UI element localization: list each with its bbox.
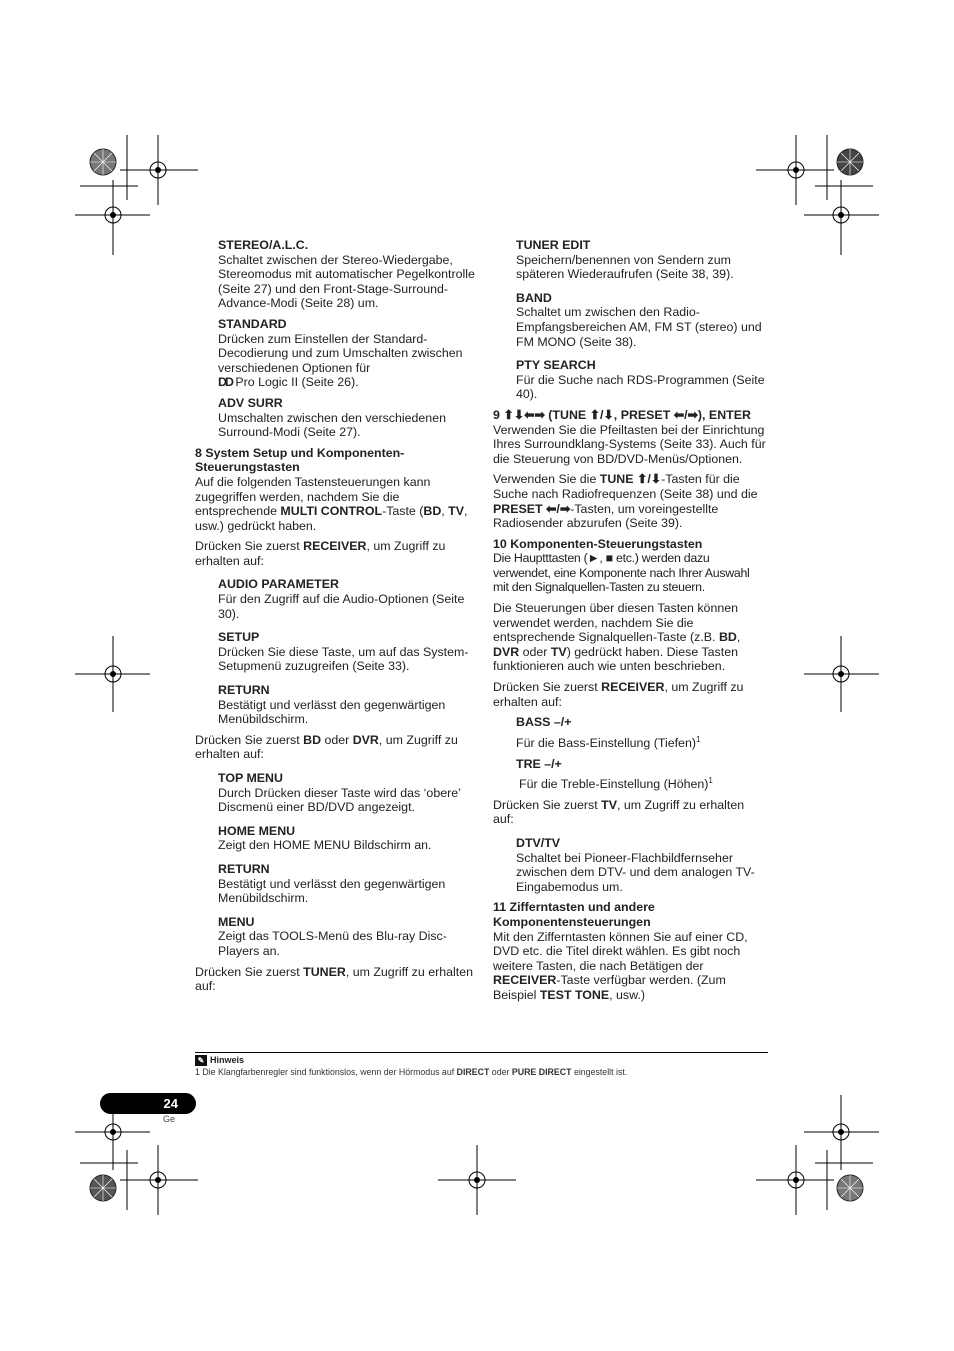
standard-entry <box>195 317 475 390</box>
setup-entry <box>195 630 475 674</box>
dtv-tv-text: Schaltet bei Pioneer-Flachbildfernseher zwischen dem DTV- und dem analogen TV-Eingabemodus um. <box>516 850 755 894</box>
footnote-text: 1 Die Klangfarbenregler sind funktionslos, wenn der Hörmodus auf DIRECT oder PURE DIRECT eingestellt ist. <box>195 1067 628 1077</box>
audio-parameter-title: AUDIO PARAMETER <box>218 577 339 592</box>
tuner-edit-entry <box>493 238 768 282</box>
language-code: Ge <box>163 1114 176 1124</box>
tuner-edit-text: Speichern/benennen von Sendern zum späteren Wiederaufrufen (Seite 38, 39). <box>516 252 734 282</box>
audio-parameter-text: Für den Zugriff auf die Audio-Optionen (Seite 30). <box>218 592 465 621</box>
top-menu-text: Durch Drücken dieser Taste wird das ‘obere’ Discmenü einer BD/DVD angezeigt. <box>218 785 461 815</box>
dolby-logo-icon: DD <box>218 375 232 390</box>
note-divider <box>195 1052 768 1053</box>
top-menu-title: TOP MENU <box>218 771 283 785</box>
section-9-p2: Verwenden Sie die TUNE ⬆/⬇-Tasten für die Suche nach Radiofrequenzen (Seite 38) und die PRESET ⬅/➡-Tasten, um voreingestellte Radiosender abzurufen (Seite 39). <box>493 472 758 531</box>
standard-title: STANDARD <box>218 316 287 331</box>
section-9-title: 9 ⬆⬇⬅➡ (TUNE ⬆/⬇, PRESET ⬅/➡), ENTER <box>493 407 751 422</box>
setup-title: SETUP <box>218 630 260 645</box>
return-title: RETURN <box>218 683 270 698</box>
band-entry <box>493 291 768 349</box>
press-receiver-note: Drücken Sie zuerst RECEIVER, um Zugriff zu erhalten auf: <box>195 539 446 568</box>
page-number: 24 <box>100 1093 196 1114</box>
press-receiver-note-2: Drücken Sie zuerst RECEIVER, um Zugriff zu erhalten auf: <box>493 680 744 709</box>
tre-text: Für die Treble-Einstellung (Höhen) <box>519 777 709 792</box>
top-menu-entry <box>195 771 475 815</box>
section-9-p1: Verwenden Sie die Pfeiltasten bei der Einrichtung Ihres Surroundklang-Systems (Seite 33). Auch für die Steuerung von BD/DVD-Menüs/Optionen. <box>493 422 766 466</box>
footnote-ref: 1 <box>695 734 701 744</box>
section-10-title: 10 Komponenten-Steuerungstasten <box>493 536 703 551</box>
audio-parameter-entry <box>195 577 475 621</box>
section-10-p2: Die Steuerungen über diesen Tasten können verwendet werden, nachdem Sie die entsprechende Signalquellen-Taste (z.B. BD, DVR oder TV) gedrückt haben. Diese Tasten funktionieren auch wie unten beschrieben. <box>493 601 741 674</box>
home-menu-entry <box>195 824 475 853</box>
band-text: Schaltet um zwischen den Radio-Empfangsbereichen AM, FM ST (stereo) und FM MONO (Seite 38). <box>516 305 762 349</box>
tre-entry <box>493 757 768 792</box>
right-column <box>493 238 768 1009</box>
return-text-2: Bestätigt und verlässt den gegenwärtigen Menübildschirm. <box>218 876 446 906</box>
note-pencil-icon: ✎ <box>195 1055 207 1066</box>
bass-title: BASS –/+ <box>516 715 572 730</box>
return-entry <box>195 683 475 727</box>
setup-text: Drücken Sie diese Taste, um auf das System-Setupmenü zuzugreifen (Seite 33). <box>218 644 469 674</box>
pty-search-entry <box>493 358 768 402</box>
stereo-alc-title: STEREO/A.L.C. <box>218 238 309 252</box>
return-title-2: RETURN <box>218 861 270 876</box>
left-column <box>195 238 475 1000</box>
menu-title: MENU <box>218 914 255 929</box>
tre-title: TRE –/+ <box>516 756 562 771</box>
tuner-edit-title: TUNER EDIT <box>516 238 591 252</box>
standard-text-2: Pro Logic II (Seite 26). <box>235 375 359 390</box>
menu-text: Zeigt das TOOLS-Menü des Blu-ray Disc-Players an. <box>218 929 447 958</box>
dtv-tv-entry <box>493 836 768 894</box>
section-8-intro: Auf die folgenden Tastensteuerungen kann zugegriffen werden, nachdem Sie die entsprechende MULTI CONTROL-Taste (BD, TV, usw.) gedrückt haben. <box>195 474 468 533</box>
bass-text: Für die Bass-Einstellung (Tiefen) <box>516 735 696 750</box>
return-entry-2 <box>195 862 475 906</box>
note-heading: ✎ Hinweis <box>195 1055 244 1066</box>
pty-search-text: Für die Suche nach RDS-Programmen (Seite 40). <box>516 372 765 402</box>
pty-search-title: PTY SEARCH <box>516 358 596 373</box>
footnote-ref-2: 1 <box>708 776 713 786</box>
stereo-alc-entry <box>195 238 475 311</box>
adv-surr-text: Umschalten zwischen den verschiedenen Surround-Modi (Seite 27). <box>218 410 446 440</box>
section-11-p: Mit den Zifferntasten können Sie auf einer CD, DVD etc. die Titel direkt wählen. Es gibt noch weitere Tasten, die nach Betätigen der RECEIVER-Taste verfügbar werden. (Zum Beispiel TEST TONE, usw.) <box>493 929 748 1002</box>
home-menu-text: Zeigt den HOME MENU Bildschirm an. <box>218 838 432 853</box>
section-10-p1: Die Hauptttasten (►, ■ etc.) werden dazu verwendet, eine Komponente nach Ihrer Auswahl mit den Signalquellen-Tasten zu steuern. <box>493 551 750 595</box>
section-11-title: 11 Zifferntasten und andere Komponentensteuerungen <box>493 900 655 929</box>
press-bd-note: Drücken Sie zuerst BD oder DVR, um Zugriff zu erhalten auf: <box>195 732 458 762</box>
adv-surr-title: ADV SURR <box>218 395 283 410</box>
home-menu-title: HOME MENU <box>218 823 296 838</box>
standard-text: Drücken zum Einstellen der Standard-Decodierung und zum Umschalten zwischen verschiedenen Optionen für <box>218 331 463 375</box>
menu-entry <box>195 915 475 959</box>
return-text: Bestätigt und verlässt den gegenwärtigen Menübildschirm. <box>218 697 446 727</box>
band-title: BAND <box>516 290 552 305</box>
adv-surr-entry <box>195 396 475 440</box>
stereo-alc-text: Schaltet zwischen der Stereo-Wiedergabe, Stereomodus mit automatischer Pegelkontrolle (Seite 27) und den Front-Stage-Surround-Advance-Modi (Seite 28) um. <box>218 252 475 311</box>
bass-entry <box>493 715 768 750</box>
section-8-title: 8 System Setup und Komponenten-Steuerungstasten <box>195 445 405 475</box>
press-tv-note: Drücken Sie zuerst TV, um Zugriff zu erhalten auf: <box>493 797 745 827</box>
press-tuner-note: Drücken Sie zuerst TUNER, um Zugriff zu erhalten auf: <box>195 964 473 994</box>
dtv-tv-title: DTV/TV <box>516 836 561 851</box>
